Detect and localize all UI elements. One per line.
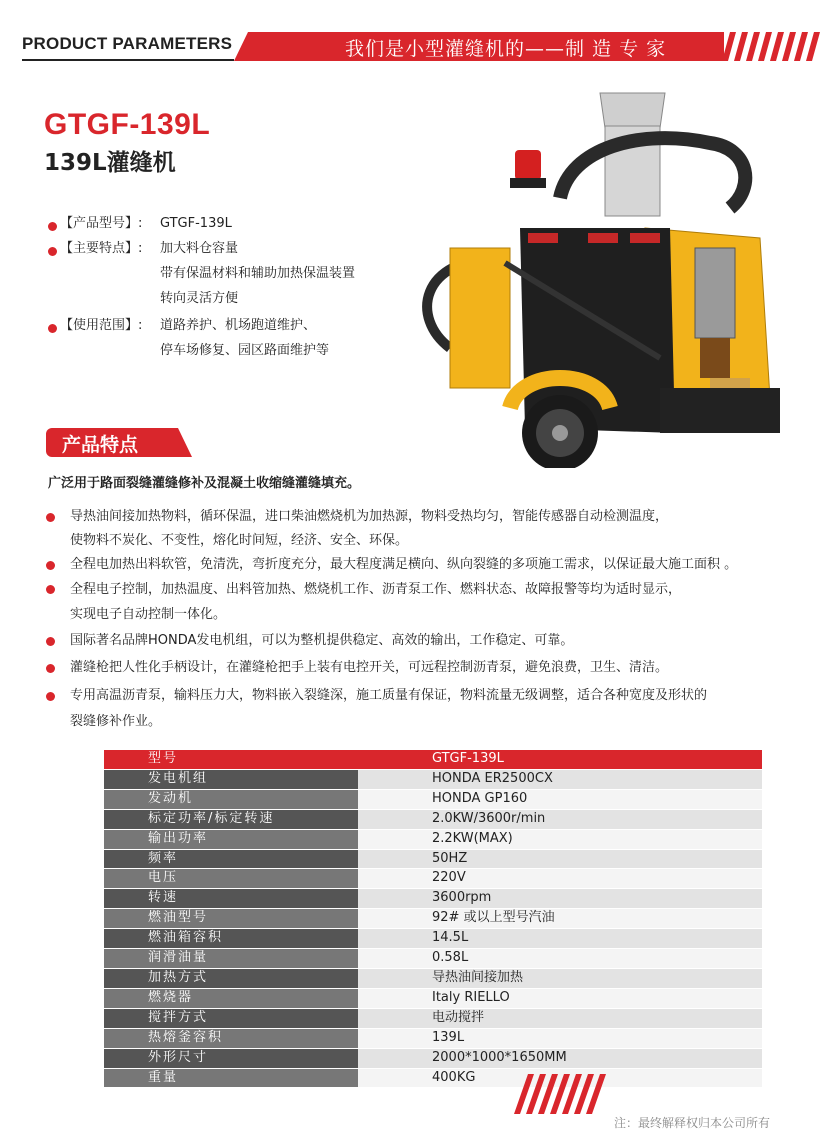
row-key: 润滑油量	[104, 949, 358, 969]
row-value: 220V	[358, 869, 762, 889]
spec-label-scope: 【使用范围】:	[60, 318, 143, 333]
bullet-dot	[46, 561, 55, 570]
table-row	[104, 889, 762, 909]
feature-line: 全程电子控制，加热温度、出料管加热、燃烧机工作、沥青泵工作、燃料状态、故障报警等均为适时显示，	[70, 582, 682, 597]
feature-line: 裂缝修补作业。	[70, 714, 162, 729]
bullet-dot	[46, 692, 55, 701]
row-value: HONDA ER2500CX	[358, 769, 762, 789]
row-key: 搅拌方式	[104, 1008, 358, 1028]
row-value: HONDA GP160	[358, 789, 762, 809]
product-subtitle: 139L灌缝机	[44, 150, 176, 176]
row-value: 3600rpm	[358, 889, 762, 909]
row-key: 燃烧器	[104, 988, 358, 1008]
table-row	[104, 1068, 762, 1088]
table-row	[104, 1048, 762, 1068]
row-key: 燃油箱容积	[104, 929, 358, 949]
feature-line: 导热油间接加热物料，循环保温，进口柴油燃烧机为加热源，物料受热均匀，智能传感器自动检测温度，	[70, 509, 669, 524]
row-key: 标定功率/标定转速	[104, 809, 358, 829]
feature-line: 全程电加热出料软管，免清洗，弯折度充分，最大程度满足横向、纵向裂缝的多项施工需求，以保证最大施工面积 。	[70, 557, 738, 572]
row-value: 400KG	[358, 1068, 762, 1088]
spec-value-line: 停车场修复、园区路面维护等	[160, 343, 330, 358]
table-row	[104, 789, 762, 809]
table-header-value: GTGF-139L	[358, 750, 762, 769]
row-value: 导热油间接加热	[358, 968, 762, 988]
row-key: 外形尺寸	[104, 1048, 358, 1068]
table-row	[104, 968, 762, 988]
header-stripes-decoration	[722, 32, 822, 61]
table-row	[104, 1008, 762, 1028]
footer-note: 注：最终解释权归本公司所有	[614, 1116, 771, 1130]
row-key: 输出功率	[104, 829, 358, 849]
feature-line: 专用高温沥青泵，输料压力大，物料嵌入裂缝深，施工质量有保证，物料流量无级调整，适合各种宽度及形状的	[70, 688, 708, 703]
spec-value-line: 转向灵活方便	[160, 291, 239, 306]
feature-line: 实现电子自动控制一体化。	[70, 607, 227, 622]
table-row	[104, 949, 762, 969]
bullet-dot	[46, 637, 55, 646]
spec-value-line: GTGF-139L	[160, 216, 232, 231]
bullet-dot	[48, 222, 57, 231]
section-heading: 产品特点	[62, 434, 139, 456]
table-row	[104, 869, 762, 889]
row-value: Italy RIELLO	[358, 988, 762, 1008]
table-row	[104, 1028, 762, 1048]
header-slogan: 我们是小型灌缝机的——制 造 专 家	[345, 38, 667, 60]
row-key: 加热方式	[104, 968, 358, 988]
feature-line: 使物料不炭化、不变性，熔化时间短，经济、安全、环保。	[70, 533, 409, 548]
row-value: 2.2KW(MAX)	[358, 829, 762, 849]
row-value: 0.58L	[358, 949, 762, 969]
footer-stripes-decoration	[514, 1074, 614, 1114]
row-key: 电压	[104, 869, 358, 889]
bullet-dot	[46, 664, 55, 673]
table-row	[104, 849, 762, 869]
spec-label-model: 【产品型号】:	[60, 216, 143, 231]
product-model-title: GTGF-139L	[44, 108, 211, 141]
row-key: 转速	[104, 889, 358, 909]
row-value: 14.5L	[358, 929, 762, 949]
table-row	[104, 929, 762, 949]
spec-label-features: 【主要特点】:	[60, 241, 143, 256]
bullet-dot	[48, 324, 57, 333]
spec-value-line: 加大料仓容量	[160, 241, 239, 256]
table-row	[104, 909, 762, 929]
bullet-dot	[46, 585, 55, 594]
header-underline	[22, 59, 234, 61]
row-key: 燃油型号	[104, 909, 358, 929]
bullet-dot	[48, 247, 57, 256]
row-key: 重量	[104, 1068, 358, 1088]
row-value: 50HZ	[358, 849, 762, 869]
row-value: 2.0KW/3600r/min	[358, 809, 762, 829]
table-row	[104, 769, 762, 789]
table-row	[104, 829, 762, 849]
row-key: 发电机组	[104, 769, 358, 789]
row-value: 139L	[358, 1028, 762, 1048]
bullet-dot	[46, 513, 55, 522]
table-row	[104, 809, 762, 829]
table-header-row	[104, 750, 762, 769]
row-value: 2000*1000*1650MM	[358, 1048, 762, 1068]
row-key: 热熔釜容积	[104, 1028, 358, 1048]
header-left-title: PRODUCT PARAMETERS	[22, 34, 233, 53]
row-value: 92# 或以上型号汽油	[358, 909, 762, 929]
spec-value-line: 带有保温材料和辅助加热保温装置	[160, 266, 356, 281]
section-intro: 广泛用于路面裂缝灌缝修补及混凝土收缩缝灌缝填充。	[48, 476, 361, 491]
table-row	[104, 988, 762, 1008]
crack-sealing-machine-image	[410, 88, 810, 468]
spec-table	[104, 750, 762, 1088]
feature-line: 灌缝枪把人性化手柄设计，在灌缝枪把手上装有电控开关，可远程控制沥青泵，避免浪费，卫生、清洁。	[70, 660, 669, 675]
row-value: 电动搅拌	[358, 1008, 762, 1028]
table-header-key: 型号	[104, 750, 358, 769]
feature-line: 国际著名品牌HONDA发电机组，可以为整机提供稳定、高效的输出，工作稳定、可靠。	[70, 633, 574, 648]
row-key: 发动机	[104, 789, 358, 809]
row-key: 频率	[104, 849, 358, 869]
spec-value-line: 道路养护、机场跑道维护、	[160, 318, 317, 333]
